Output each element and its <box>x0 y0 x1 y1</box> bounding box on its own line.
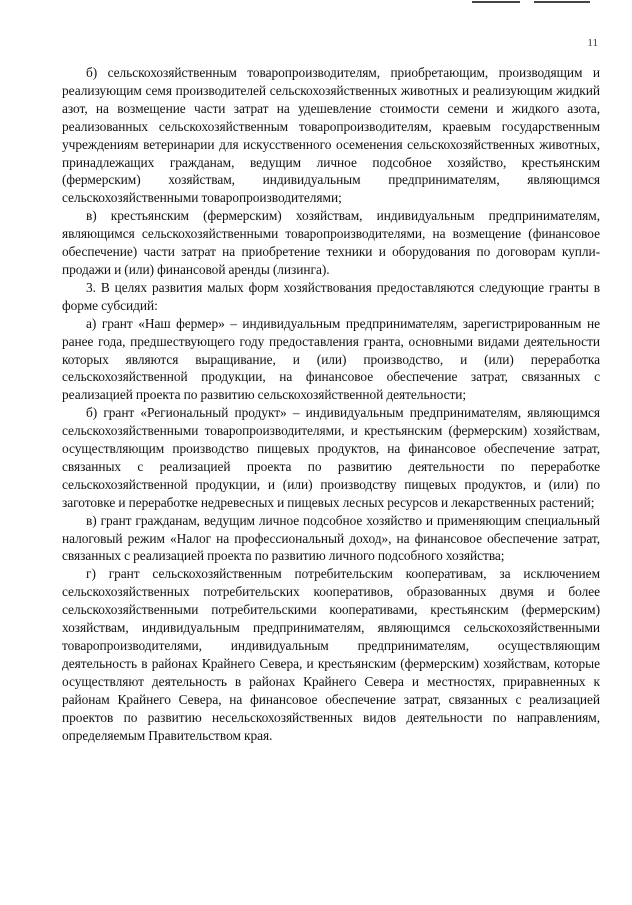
paragraph-g-grant-cooperatives: г) грант сельскохозяйственным потребительским кооперативам, за исключением сельскохозяйственных потребительских кооперативов, образованных двумя и более сельскохозяйственными потребительскими кооперативами, крестьянским (фермерским) хозяйствам, индивидуальным предпринимателям, являющимся сельскохозяйственными товаропроизводителями, индивидуальным предпринимателям, осуществляющим деятельность в районах Крайнего Севера, и крестьянским (фермерским) хозяйствам, которые осуществляют деятельность в районах Крайнего Севера и местностях, приравненных к районам Крайнего Севера, на финансовое обеспечение затрат, связанных с реализацией проектов по развитию несельскохозяйственных видов деятельности по направлениям, определяемым Правительством края. <box>62 566 600 743</box>
scan-top-marks <box>472 0 592 4</box>
paragraph-b-grant-regional-product: б) грант «Региональный продукт» – индивидуальным предпринимателям, являющимся сельскохозяйственными товаропроизводителями, и крестьянским (фермерским) хозяйствам, осуществляющим производство пищевых продуктов, на финансовое обеспечение затрат, связанных с реализацией проекта по развитию деятельности по переработке сельскохозяйственной продукции, и (или) производству пищевых продуктов, и (или) по заготовке и переработке недревесных и пищевых лесных ресурсов и лекарственных растений; <box>62 405 600 510</box>
page-number: 11 <box>587 37 598 49</box>
paragraph-b-seed-producers: б) сельскохозяйственным товаропроизводителям, приобретающим, производящим и реализующим семя производителей сельскохозяйственных животных и реализующим жидкий азот, на возмещение части затрат на удешевление стоимости семени и жидкого азота, реализованных сельскохозяйственным товаропроизводителям, краевым государственным учреждениям ветеринарии для искусственного осеменения сельскохозяйственных животных, принадлежащих гражданам, ведущим личное подсобное хозяйство, крестьянским (фермерским) хозяйствам, индивидуальным предпринимателям, являющимся сельскохозяйственными товаропроизводителями; <box>62 65 600 206</box>
paragraph-3-grants-intro: 3. В целях развития малых форм хозяйствования предоставляются следующие гранты в форме субсидий: <box>62 279 600 313</box>
paragraph-a-grant-nash-fermer: а) грант «Наш фермер» – индивидуальным предпринимателям, зарегистрированным не ранее года, предшествующего году предоставления гранта, основными видами деятельности которых являются выращивание, и (или) производство, и (или) переработка сельскохозяйственной продукции, на финансовое обеспечение затрат, связанных с реализацией проекта по развитию сельскохозяйственной деятельности; <box>62 315 600 403</box>
paragraph-v-grant-household: в) грант гражданам, ведущим личное подсобное хозяйство и применяющим специальный налоговый режим «Налог на профессиональный доход», на финансовое обеспечение затрат, связанных с реализацией проекта по развитию личного подсобного хозяйства; <box>62 512 600 564</box>
paragraph-v-farm-equipment: в) крестьянским (фермерским) хозяйствам, индивидуальным предпринимателям, являющимся сельскохозяйственными товаропроизводителями, на возмещение (финансовое обеспечение) части затрат на приобретение техники и оборудования по договорам купли-продажи и (или) финансовой аренды (лизинга). <box>62 208 600 277</box>
document-body <box>62 64 600 744</box>
